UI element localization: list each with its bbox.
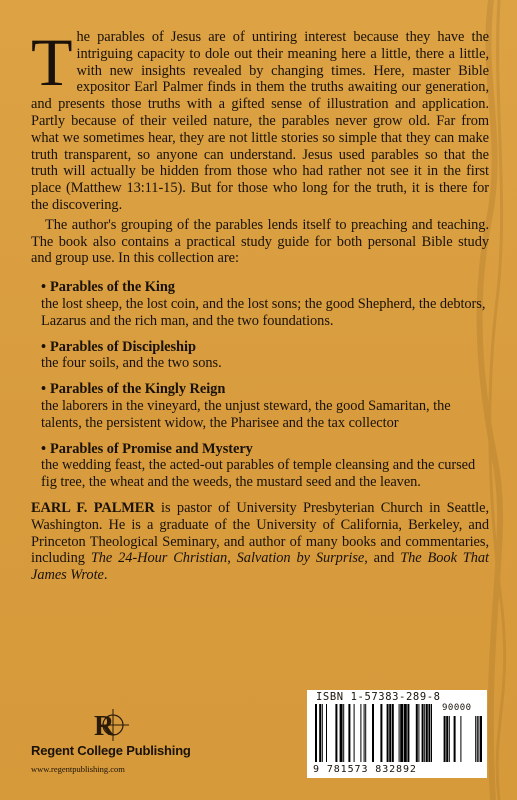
- barcode-bar: [422, 704, 424, 762]
- barcode-bar: [365, 704, 366, 762]
- barcode-bar: [426, 704, 428, 762]
- barcode-bar: [418, 704, 419, 762]
- barcode-bar: [319, 704, 321, 762]
- parable-group-title: Parables of Promise and Mystery: [50, 440, 253, 457]
- barcode-digits: 9 781573 832892: [313, 764, 417, 775]
- list-item: [41, 381, 489, 431]
- isbn-barcode: [307, 690, 487, 778]
- separator: ,: [227, 550, 237, 567]
- barcode-addon-bar: [477, 716, 478, 762]
- barcode-bar: [380, 704, 382, 762]
- bullet-icon: •: [41, 279, 46, 296]
- barcode-bar: [407, 704, 409, 762]
- barcode-bar: [424, 704, 425, 762]
- barcode-bar: [348, 704, 350, 762]
- parable-group-title: Parables of Discipleship: [50, 338, 196, 355]
- barcode-addon-bar: [460, 716, 461, 762]
- barcode-bar: [404, 704, 407, 762]
- parable-group-description: the four soils, and the two sons.: [41, 355, 222, 372]
- barcode-addon-bar: [480, 716, 482, 762]
- parable-group-title: Parables of the Kingly Reign: [50, 381, 226, 398]
- barcode-bars: [311, 704, 483, 764]
- barcode-bar: [431, 704, 432, 762]
- book-title: The Book That James Wrote: [31, 550, 489, 584]
- collection-paragraph: The author's grouping of the parables lends itself to preaching and teaching. The book also contains a practical study guide for both personal Bible study and group use. In this collection are:: [31, 216, 489, 267]
- separator: , and: [364, 550, 401, 567]
- barcode-bar: [416, 704, 418, 762]
- barcode-addon-bar: [444, 716, 446, 762]
- parable-group-description: the wedding feast, the acted-out parables of temple cleansing and the cursed fig tree, the wheat and the weeds, the mustard seed and the leaven.: [41, 457, 476, 491]
- bullet-icon: •: [41, 381, 46, 398]
- separator: .: [103, 567, 108, 584]
- parable-group-heading: [41, 279, 489, 296]
- barcode-bar: [364, 704, 365, 762]
- list-item: [41, 441, 489, 491]
- barcode-bar: [372, 704, 374, 762]
- barcode-addon-bar: [478, 716, 479, 762]
- barcode-bar: [343, 704, 344, 762]
- publisher-logo-icon: [91, 707, 131, 743]
- logo-letter: R: [94, 711, 115, 742]
- author-bio: [31, 500, 489, 584]
- parable-group-description: the laborers in the vineyard, the unjust steward, the good Samaritan, the talents, the persistent widow, the Pharisee and the tax collector: [41, 397, 451, 431]
- parable-group-description: the lost sheep, the lost coin, and the lost sons; the good Shepherd, the debtors, Lazarus and the rich man, and the two foundations.: [41, 295, 486, 329]
- author-bio-text: is pastor of University Presbyterian Church in Seattle, Washington. He is a graduate of the University of California, Berkeley, and Princeton Theological Seminary, and author of many books and commentaries, including: [31, 499, 489, 567]
- intro-text: he parables of Jesus are of untiring interest because they have the intriguing capacity to dole out their meaning here a little, there a little, with new insights revealed by changing times. Here, master Bible expositor Earl Palmer finds in them the truths awaiting our generation, and presents those truths with a gifted sense of illustration and application. Partly because of their veiled nature, the parables never grow old. Far from what we sometimes hear, they are not little stories so simple that they can make truth transparent, so anyone can understand. Jesus used parables so that the truth will actually be hidden from those who had rather not see it in the first place (Matthew 13:11-15). But for those who long for the truth, it is there for the discovering.: [31, 29, 489, 213]
- logo-icon: [91, 707, 131, 743]
- barcode-bar: [335, 704, 337, 762]
- barcode-addon-bar: [475, 716, 476, 762]
- barcode-addon-bar: [449, 716, 450, 762]
- list-item: [41, 339, 489, 373]
- barcode-bar: [315, 704, 317, 762]
- barcode-bar: [389, 704, 391, 762]
- barcode-addon-bar: [454, 716, 456, 762]
- barcode-bar: [354, 704, 355, 762]
- publisher-name: Regent College Publishing: [31, 743, 191, 758]
- barcode-bar: [322, 704, 323, 762]
- barcode-bar: [326, 704, 327, 762]
- parables-list: [41, 279, 489, 491]
- barcode-bar: [387, 704, 389, 762]
- parable-group-heading: [41, 381, 489, 398]
- publisher-block: [31, 707, 221, 774]
- drop-cap: T: [31, 24, 73, 100]
- parable-group-title: Parables of the King: [50, 279, 175, 296]
- bullet-icon: •: [41, 440, 46, 457]
- barcode-bar: [340, 704, 343, 762]
- barcode-bar: [360, 704, 361, 762]
- barcode-addon: 90000: [442, 703, 472, 713]
- bullet-icon: •: [41, 338, 46, 355]
- isbn-label: ISBN 1-57383-289-8: [316, 691, 441, 703]
- list-item: [41, 279, 489, 329]
- description-text: [31, 24, 489, 584]
- barcode-addon-bar: [446, 716, 448, 762]
- barcode-bar: [428, 704, 430, 762]
- publisher-url: www.regentpublishing.com: [31, 764, 125, 774]
- book-title: The 24-Hour Christian: [90, 550, 228, 567]
- barcode-bar: [392, 704, 394, 762]
- parable-group-heading: [41, 441, 489, 458]
- parable-group-heading: [41, 339, 489, 356]
- barcode-bar: [399, 704, 400, 762]
- author-name: EARL F. PALMER: [31, 499, 155, 516]
- intro-paragraph: [31, 24, 489, 214]
- barcode-bar: [400, 704, 403, 762]
- book-title: Salvation by Surprise: [236, 550, 365, 567]
